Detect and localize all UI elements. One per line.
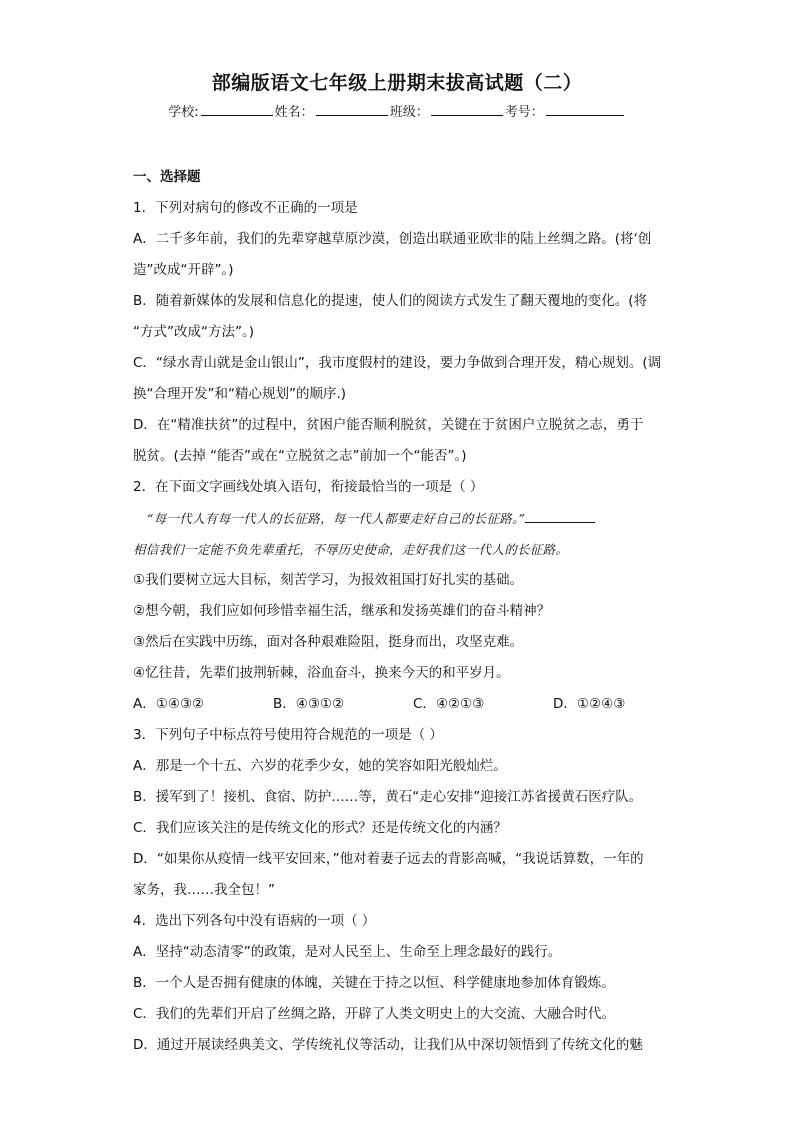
question-2-option-a[interactable]: A．①④③② bbox=[133, 696, 205, 712]
question-2-blank[interactable] bbox=[525, 521, 595, 523]
class-label: 班级： bbox=[389, 105, 429, 120]
question-4-option-d: D．通过开展读经典美文、学传统礼仪等活动，让我们从中深切领悟到了传统文化的魅 bbox=[133, 1037, 643, 1053]
question-4-option-c: C．我们的先辈们开启了丝绸之路，开辟了人类文明史上的大交流、大融合时代。 bbox=[133, 1006, 615, 1022]
student-info-row bbox=[0, 101, 794, 120]
question-2-option-c[interactable]: C．④②①③ bbox=[413, 696, 485, 712]
question-1-stem: 1．下列对病句的修改不正确的一项是 bbox=[133, 200, 358, 216]
question-2-option-b[interactable]: B．④③①② bbox=[273, 696, 345, 712]
school-label: 学校: bbox=[168, 105, 199, 120]
question-2-quote bbox=[133, 503, 663, 534]
question-4-stem: 4．选出下列各句中没有语病的一项（ ） bbox=[133, 913, 376, 929]
question-2-quote-cont: 相信我们一定能不负先辈重托，不辱历史使命，走好我们这一代人的长征路。 bbox=[133, 542, 569, 557]
exam-number-blank[interactable] bbox=[546, 114, 624, 116]
question-1-option-d-cont: 脱贫。(去掉 “能否”或在“立脱贫之志”前加一个“能否”。) bbox=[133, 448, 467, 464]
question-1-option-c-cont: 换“合理开发”和“精心规划”的顺序.) bbox=[133, 386, 347, 402]
name-label: 姓名： bbox=[274, 105, 314, 120]
question-1-option-b: B．随着新媒体的发展和信息化的提速，使人们的阅读方式发生了翻天覆地的变化。(将 bbox=[133, 293, 648, 309]
question-4-option-a: A．坚持“动态清零”的政策，是对人民至上、生命至上理念最好的践行。 bbox=[133, 944, 562, 960]
question-4-option-b: B．一个人是否拥有健康的体魄，关键在于持之以恒、科学健康地参加体育锻炼。 bbox=[133, 975, 615, 991]
section-heading: 一、选择题 bbox=[133, 169, 201, 185]
question-2-options bbox=[133, 689, 663, 720]
question-1-option-a-cont: 造”改成“开辟”。) bbox=[133, 262, 234, 278]
question-1-option-d: D．在“精准扶贫”的过程中，贫困户能否顺利脱贫，关键在于贫困户立脱贫之志，勇于 bbox=[133, 417, 644, 433]
question-2-stem: 2．在下面文字画线处填入语句，衔接最恰当的一项是（ ） bbox=[133, 479, 484, 495]
question-2-option-d[interactable]: D．①②④③ bbox=[553, 696, 626, 712]
school-blank[interactable] bbox=[201, 114, 273, 116]
question-3-option-a: A．那是一个十五、六岁的花季少女，她的笑容如阳光般灿烂。 bbox=[133, 758, 507, 774]
class-blank[interactable] bbox=[431, 114, 503, 116]
name-blank[interactable] bbox=[316, 114, 388, 116]
question-2-sentence-1: ①我们要树立远大目标，刻苦学习，为报效祖国打好扎实的基础。 bbox=[133, 572, 524, 588]
question-3-option-d: D．“如果你从疫情一线平安回来，”他对着妻子远去的背影高喊，“我说话算数，一年的 bbox=[133, 851, 644, 867]
question-3-option-b: B．援军到了！接机、食宿、防护……等，黄石“走心安排”迎接江苏省援黄石医疗队。 bbox=[133, 789, 643, 805]
question-1-option-b-cont: “方式”改成“方法”。) bbox=[133, 324, 254, 340]
page-title: 部编版语文七年级上册期末拔高试题（二） bbox=[211, 72, 583, 94]
question-2-quote-text: “每一代人有每一代人的长征路，每一代人都要走好自己的长征路。” bbox=[147, 511, 526, 526]
question-3-option-d-cont: 家务，我……我全包！” bbox=[133, 882, 275, 898]
question-2-sentence-2: ②想今朝，我们应如何珍惜幸福生活，继承和发扬英雄们的奋斗精神？ bbox=[133, 603, 551, 619]
question-2-sentence-4: ④忆往昔，先辈们披荆斩棘，浴血奋斗，换来今天的和平岁月。 bbox=[133, 665, 510, 681]
question-1-option-c: C．“绿水青山就是金山银山”，我市度假村的建设，要力争做到合理开发，精心规划。(调 bbox=[133, 355, 662, 371]
exam-number-label: 考号： bbox=[504, 105, 544, 120]
question-1-option-a: A．二千多年前，我们的先辈穿越草原沙漠，创造出联通亚欧非的陆上丝绸之路。(将‘创 bbox=[133, 231, 652, 247]
exam-content bbox=[133, 162, 663, 1061]
question-3-option-c: C．我们应该关注的是传统文化的形式？还是传统文化的内涵？ bbox=[133, 820, 507, 836]
question-2-sentence-3: ③然后在实践中历练，面对各种艰难险阻，挺身而出，攻坚克难。 bbox=[133, 634, 524, 650]
question-3-stem: 3．下列句子中标点符号使用符合规范的一项是（ ） bbox=[133, 727, 443, 743]
